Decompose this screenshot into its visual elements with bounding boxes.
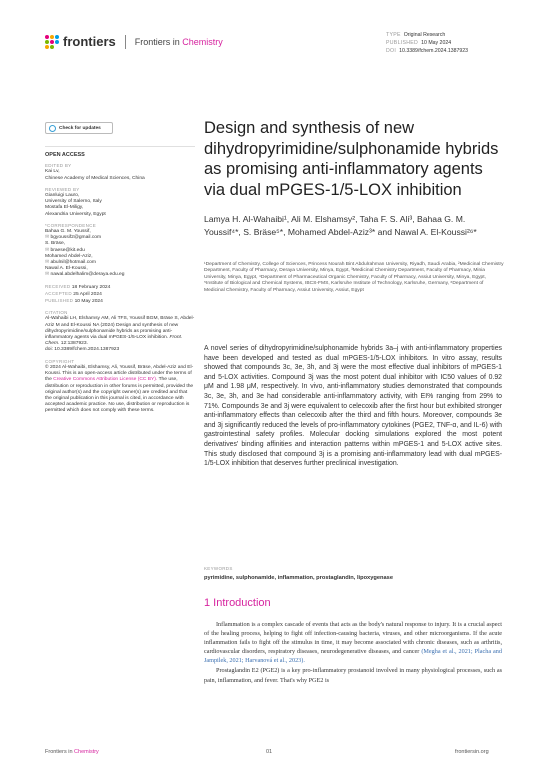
keywords-label: KEYWORDS xyxy=(204,566,233,571)
received-row: RECEIVED 18 February 2024 xyxy=(45,283,111,290)
journal-name: Frontiers in Chemistry xyxy=(134,36,223,47)
citation-doi[interactable]: doi: 10.3389/fchem.2024.1387923 xyxy=(45,347,120,353)
reviewer-name: Gianluigi Lauro, xyxy=(45,193,80,199)
sidebar-info xyxy=(45,152,195,420)
reviewed-by-label: REVIEWED BY xyxy=(45,186,80,192)
citation-text: Al-Wahaibi LH, Elshamsy AM, Ali TFS, Youssif BGM, Bräse S, Abdel-Aziz M and El-Koussi NA (2024) Design and synthesis of new dihydropyrimidine/sulphonamide hybrids as promising anti-inflammatory agents via dual mPGES-1/5-LOX inhibition. Front. Chem. 12:1387923. xyxy=(45,316,195,347)
keywords: pyrimidine, sulphonamide, inflammation, prostaglandin, lipoxygenase xyxy=(204,575,393,581)
citation-label: CITATION xyxy=(45,310,68,316)
footer-website[interactable]: frontiersin.org xyxy=(455,749,489,755)
license-link[interactable]: Creative Commons Attribution License (CC BY). xyxy=(53,377,158,383)
abstract: A novel series of dihydropyrimidine/sulphonamide hybrids 3a–j with anti-inflammatory properties have been developed and tested as dual mPGES-1/5-LOX inhibitors. In vitro assay, results showed that compounds 3c, 3e, 3h, and 3j were the most effective dual inhibitors of mPGES-1 and 5-LOX activities. Compound 3j was the most potent dual inhibitor with IC50 values of 0.92 μM and 1.98 μM, respectively. In vivo, anti-inflammatory studies demonstrated that compounds 3c, 3e, 3h, and 3e had considerable anti-inflammatory activity, with EI% ranging from 29% to 71%. Compounds 3e and 3j were equivalent to celecoxib after the first hour but exhibited stronger anti-inflammatory effects than celecoxib after the third and fifth hours. Moreover, compounds 3e and 3j significantly reduced the levels of pro-inflammatory cytokines (PGE2, TNF-α, and IL-6) with gastrointestinal safety profiles. Molecular docking simulations explored the most potent derivatives' binding affinities and interaction patterns within mPGES-1 and 5-LOX active sites. This study disclosed that compound 3j is a promising anti-inflammatory lead with dual mPGES-1/5-LOX inhibition that deserves further preclinical investigation. xyxy=(204,345,502,468)
brand-name: frontiers xyxy=(63,34,116,49)
correspondent-email[interactable]: ✉ bgyoussif2@gmail.com xyxy=(45,235,195,241)
correspondent-email[interactable]: ✉ braese@kit.edu xyxy=(45,248,195,254)
frontiers-logo-icon xyxy=(45,35,59,49)
editor-affiliation: Chinese Academy of Medical Sciences, China xyxy=(45,175,145,181)
copyright-label: COPYRIGHT xyxy=(45,358,75,364)
correspondent-name: Nawal A. El-Koussi, xyxy=(45,266,88,272)
frontiers-logo[interactable] xyxy=(45,34,223,49)
reviewer-affiliation: Alexandria University, Egypt xyxy=(45,211,106,217)
correspondent-name: Mohamed Abdel-Aziz, xyxy=(45,253,93,259)
header-divider xyxy=(125,35,126,49)
correspondent-email[interactable]: ✉ nawal.abdelhalim@deraya.edu.eg xyxy=(45,272,195,278)
refresh-icon xyxy=(49,125,56,132)
correspondence-label: *CORRESPONDENCE xyxy=(45,222,97,228)
check-updates-label: Check for updates xyxy=(59,125,101,131)
correspondent-name: Bahaa G. M. Youssif, xyxy=(45,229,91,235)
published-date: 10 May 2024 xyxy=(421,40,452,46)
article-type: Original Research xyxy=(403,32,446,38)
correspondent-name: S. Bräse, xyxy=(45,241,66,247)
copyright-text: © 2024 Al-Wahaibi, Elshamsy, Ali, Youssif, Bräse, Abdel-Aziz and El-Koussi. This is an open-access article distributed under the terms of the Creative Commons Attribution License (CC BY). The use, distribution or reproduction in other forums is permitted, provided the original author(s) and the copyright owner(s) are credited and that the original publication in this journal is cited, in accordance with accepted academic practice. No use, distribution or reproduction is permitted which does not comply with these terms. xyxy=(45,364,194,414)
footer-journal: Frontiers in Chemistry xyxy=(45,749,99,755)
page-number: 01 xyxy=(266,749,273,755)
article-meta: TYPE Original Research PUBLISHED 10 May 2024 DOI 10.3389/fchem.2024.1387923 xyxy=(386,32,469,54)
sidebar-divider xyxy=(45,146,195,147)
doi[interactable]: 10.3389/fchem.2024.1387923 xyxy=(399,48,469,54)
author-list: Lamya H. Al-Wahaibi¹, Ali M. Elshamsy², Taha F. S. Ali³, Bahaa G. M. Youssif⁴*, S. Bräse⁵*, Mohamed Abdel-Aziz³* and Nawal A. El-Koussi²⁶* xyxy=(204,214,477,237)
reviewer-name: Mostafa El-Miligy, xyxy=(45,205,84,211)
citation-link[interactable]: (Megha et al., 2021; Placha and Jampilek, 2021; Harvanová et al., 2023). xyxy=(204,648,502,665)
edited-by-label: EDITED BY xyxy=(45,163,72,169)
paragraph: Inflammation is a complex cascade of events that acts as the body's natural response to injury. It is a crucial aspect of the healing process, helping to fight off infection-causing bacteria, viruses, and other microorganisms. If the acute inflammation fails to fight off the stimulus in time, it may become associated with chronic diseases, such as arthritis, cardiovascular disorders, respiratory diseases, neurodegenerative diseases, and cancer (Megha et al., 2021; Placha and Jampilek, 2021; Harvanová et al., 2023). xyxy=(204,621,502,665)
accepted-row: ACCEPTED 25 April 2024 xyxy=(45,290,102,297)
published-row: PUBLISHED 10 May 2024 xyxy=(45,298,103,305)
editor-name: Kai Lv, xyxy=(45,169,60,175)
paragraph: Prostaglandin E2 (PGE2) is a key pro-inflammatory prostanoid involved in many physiological processes, such as pain, inflammation, and fever. That's why PGE2 is xyxy=(204,667,502,684)
section-heading: 1 Introduction xyxy=(204,597,271,609)
open-access-label: OPEN ACCESS xyxy=(45,152,85,158)
article-title: Design and synthesis of new dihydropyrimidine/sulphonamide hybrids as promising anti-inflammatory agents via dual mPGES-1/5-LOX inhibition xyxy=(204,119,499,199)
reviewer-affiliation: University of Salerno, Italy xyxy=(45,199,102,205)
correspondent-email[interactable]: ✉ abulnil@hotmail.com xyxy=(45,260,195,266)
affiliations: ¹Department of Chemistry, College of Sciences, Princess Nourah Bint Abdulrahman University, Riyadh, Saudi Arabia, ²Medicinal Chemistry Department, Faculty of Pharmacy, Deraya University, Minya, Egypt, ³Medicinal Chemistry Department, Faculty of Pharmacy, Minia University, Minya, Egypt, ⁴Department of Pharmaceutical Organic Chemistry, Faculty of Pharmacy, Assiut University, Minya, Egypt, ⁵Institute of Biological and Chemical Systems, IBCS-FMS, Karlsruhe Institute of Technology, Karlsruhe, Germany, ⁶Department of Medicinal Chemistry, Faculty of Pharmacy, Assiut University, Assiut, Egypt xyxy=(204,262,504,293)
check-for-updates-button[interactable] xyxy=(45,122,113,134)
body-text xyxy=(204,620,502,686)
